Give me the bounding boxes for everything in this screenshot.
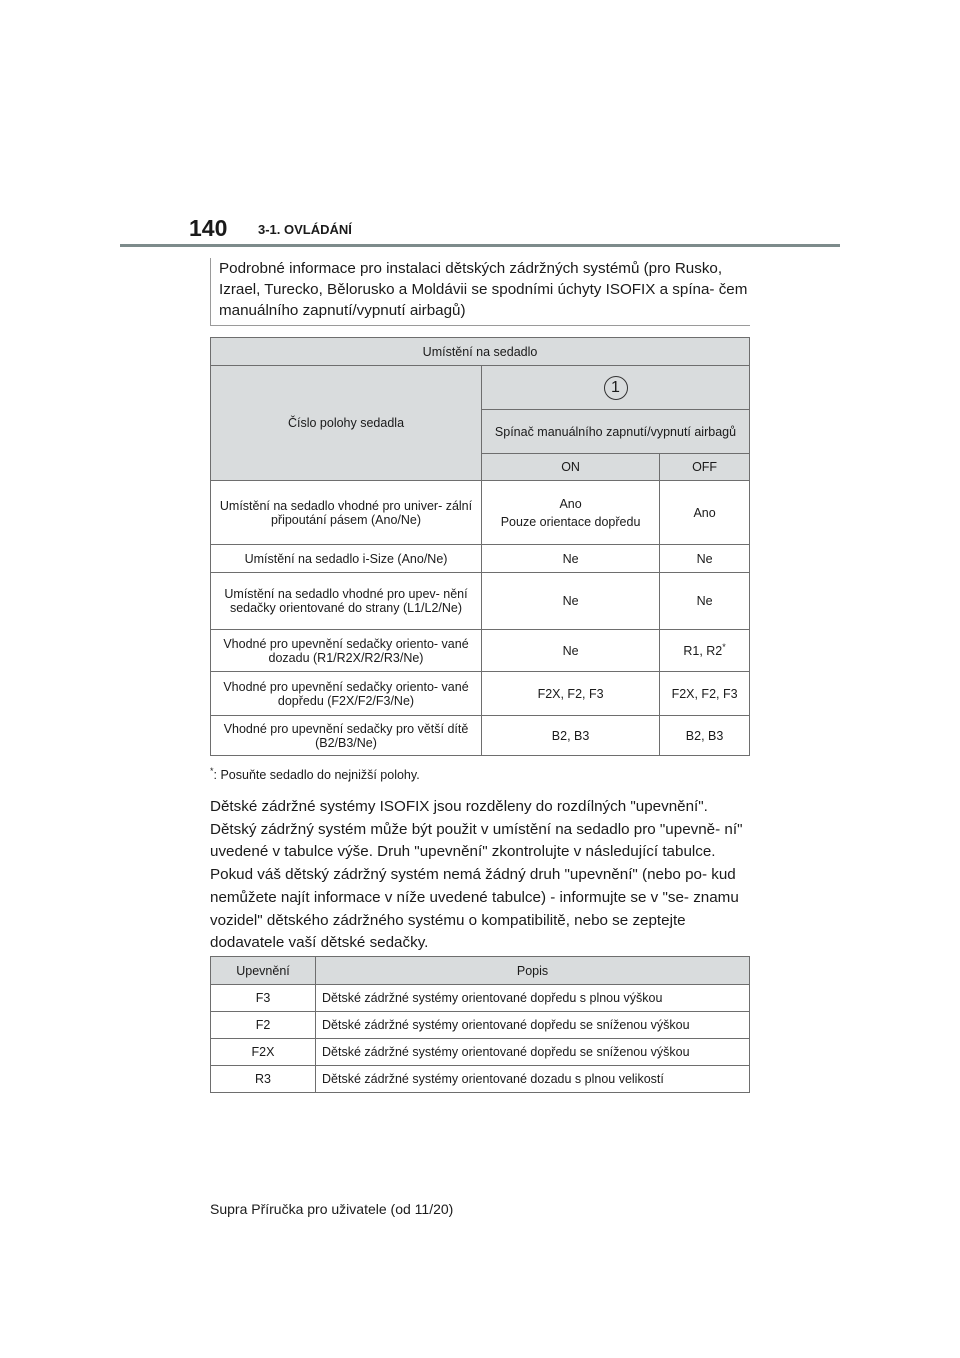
on-value-line2: Pouze orientace dopředu <box>500 514 641 529</box>
table-row <box>211 1012 750 1039</box>
off-value: Ano <box>660 481 750 545</box>
table-row <box>211 1066 750 1093</box>
on-value: Ne <box>482 630 660 672</box>
on-value-line1: Ano <box>559 496 582 511</box>
table-row <box>211 573 750 630</box>
page-footer: Supra Příručka pro uživatele (od 11/20) <box>210 1201 454 1217</box>
row-label: Vhodné pro upevnění sedačky oriento- vané dozadu (R1/R2X/R2/R3/Ne) <box>211 630 482 672</box>
on-value: F2X, F2, F3 <box>482 672 660 716</box>
table-row <box>211 630 750 672</box>
fixture-table <box>210 956 750 1093</box>
fixture-description: Dětské zádržné systémy orientované dopředu se sníženou výškou <box>316 1012 750 1039</box>
table1-col-on: ON <box>482 454 660 481</box>
table1-col-off: OFF <box>660 454 750 481</box>
on-value: Ne <box>482 573 660 630</box>
table1-top-header: Umístění na sedadlo <box>211 338 750 366</box>
table-row <box>211 716 750 756</box>
header-divider <box>120 244 840 247</box>
table-row <box>211 481 750 545</box>
row-label: Umístění na sedadlo vhodné pro univer- zální připoutání pásem (Ano/Ne) <box>211 481 482 545</box>
footnote-text: : Posuňte sedadlo do nejnižší polohy. <box>213 768 420 783</box>
row-label: Umístění na sedadlo vhodné pro upev- nění sedačky orientované do strany (L1/L2/Ne) <box>211 573 482 630</box>
info-box-text: Podrobné informace pro instalaci dětských zádržných systémů (pro Rusko, Izrael, Turecko, Bělorusko a Moldávii se spodními úchyty ISOFIX a spína- čem manuálního zapnutí/vypnutí airbagů) <box>219 260 748 319</box>
table1-switch-label: Spínač manuálního zapnutí/vypnutí airbagů <box>482 410 750 454</box>
off-value: B2, B3 <box>660 716 750 756</box>
off-value-text: R1, R2 <box>683 644 723 659</box>
off-value: Ne <box>660 573 750 630</box>
footnote-mark: * <box>722 642 726 653</box>
fixture-code: R3 <box>211 1066 316 1093</box>
footnote-mark: * <box>210 766 214 776</box>
fixture-code: F2X <box>211 1039 316 1066</box>
fixture-description: Dětské zádržné systémy orientované dozadu s plnou velikostí <box>316 1066 750 1093</box>
table1-position-cell <box>482 366 750 410</box>
on-value: Ne <box>482 545 660 573</box>
row-label: Vhodné pro upevnění sedačky pro větší dítě (B2/B3/Ne) <box>211 716 482 756</box>
footnote <box>210 766 420 782</box>
fixture-code: F2 <box>211 1012 316 1039</box>
seat-position-number-badge: 1 <box>604 376 628 400</box>
off-value: Ne <box>660 545 750 573</box>
on-value <box>482 481 660 545</box>
table-row <box>211 545 750 573</box>
off-value: F2X, F2, F3 <box>660 672 750 716</box>
table-row <box>211 1039 750 1066</box>
on-value: B2, B3 <box>482 716 660 756</box>
fixture-description: Dětské zádržné systémy orientované dopředu s plnou výškou <box>316 985 750 1012</box>
info-box <box>210 258 750 326</box>
page-number: 140 <box>189 215 228 241</box>
table2-header-fixture: Upevnění <box>211 957 316 985</box>
table2-header-description: Popis <box>316 957 750 985</box>
fixture-code: F3 <box>211 985 316 1012</box>
row-label: Umístění na sedadlo i-Size (Ano/Ne) <box>211 545 482 573</box>
table1-row-header-label: Číslo polohy sedadla <box>211 366 482 481</box>
off-value <box>660 630 750 672</box>
body-paragraph: Dětské zádržné systémy ISOFIX jsou rozděleny do rozdílných "upevnění". Dětský zádržný systém může být použit v umístění na sedadlo pro "upevně- ní" uvedené v tabulce výše. Druh "upevnění" zkontrolujte v následující tabulce. Pokud váš dětský zádržný systém nemá žádný druh "upevnění" (nebo po- kud nemůžete najít informace v níže uvedené tabulce) - informujte se v "se- znamu vozidel" dětského zádržného systému o kompatibilitě, nebo se zeptejte dodavatele vaší dětské sedačky. <box>210 798 743 952</box>
row-label: Vhodné pro upevnění sedačky oriento- vané dopředu (F2X/F2/F3/Ne) <box>211 672 482 716</box>
section-title: 3-1. OVLÁDÁNÍ <box>258 222 352 237</box>
table-row <box>211 672 750 716</box>
fixture-description: Dětské zádržné systémy orientované dopředu se sníženou výškou <box>316 1039 750 1066</box>
seat-position-table <box>210 337 750 756</box>
table-row <box>211 985 750 1012</box>
